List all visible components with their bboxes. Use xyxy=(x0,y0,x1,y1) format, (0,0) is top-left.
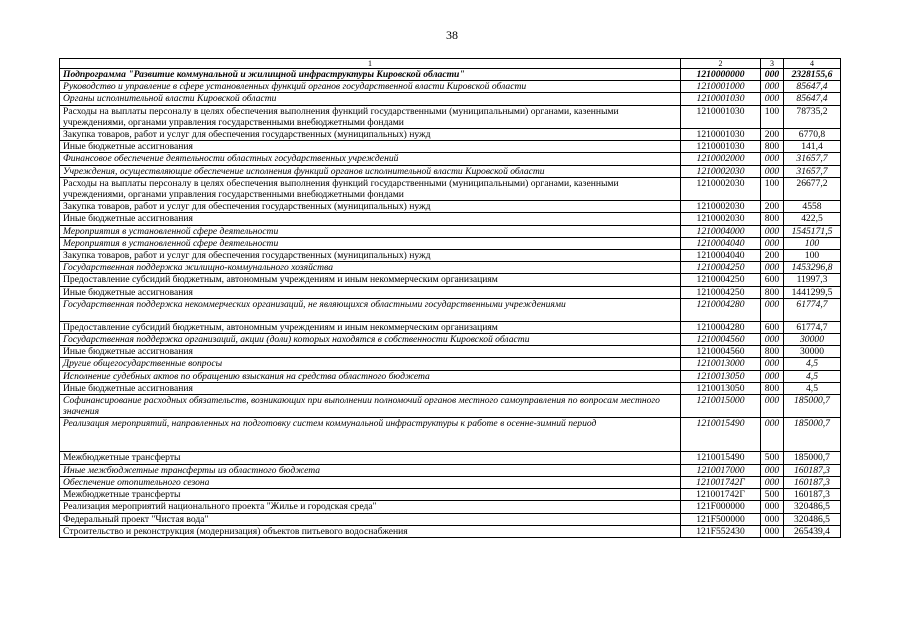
header-row xyxy=(60,59,841,69)
table-row xyxy=(60,358,841,370)
row-code: 1210001030 xyxy=(681,129,761,141)
row-code: 1210002030 xyxy=(681,213,761,225)
row-amount: 265439,4 xyxy=(784,525,841,537)
row-amount: 1545171,5 xyxy=(784,225,841,237)
row-amount: 320486,5 xyxy=(784,501,841,513)
row-kind: 800 xyxy=(761,346,784,358)
row-code: 1210015490 xyxy=(681,452,761,464)
row-kind: 000 xyxy=(761,358,784,370)
table-row xyxy=(60,177,841,200)
row-amount: 1441299,5 xyxy=(784,286,841,298)
row-name: Расходы на выплаты персоналу в целях обеспечения выполнения функций государственными (муниципальными) органами, казенными учреждениями, органами управления государственными внебюджетными фондами xyxy=(60,177,681,200)
row-amount: 160187,3 xyxy=(784,476,841,488)
table-row xyxy=(60,286,841,298)
table-row xyxy=(60,165,841,177)
row-code: 1210004040 xyxy=(681,237,761,249)
row-code: 1210004000 xyxy=(681,225,761,237)
row-code: 1210004250 xyxy=(681,262,761,274)
row-kind: 000 xyxy=(761,298,784,321)
row-name: Расходы на выплаты персоналу в целях обеспечения выполнения функций государственными (муниципальными) органами, казенными учреждениями, органами управления государственными внебюджетными фондами xyxy=(60,105,681,128)
row-amount: 30000 xyxy=(784,334,841,346)
table-row xyxy=(60,382,841,394)
row-amount: 2328155,6 xyxy=(784,69,841,81)
row-code: 1210004250 xyxy=(681,286,761,298)
row-amount: 30000 xyxy=(784,346,841,358)
row-code: 1210004280 xyxy=(681,321,761,333)
row-amount: 185000,7 xyxy=(784,418,841,452)
row-kind: 000 xyxy=(761,69,784,81)
row-kind: 600 xyxy=(761,321,784,333)
header-col-4: 4 xyxy=(784,59,841,69)
row-name: Софинансирование расходных обязательств, возникающих при выполнении полномочий органов местного самоуправления по вопросам местного значения xyxy=(60,395,681,418)
table-row xyxy=(60,93,841,105)
row-name: Иные бюджетные ассигнования xyxy=(60,286,681,298)
row-name: Межбюджетные трансферты xyxy=(60,489,681,501)
table-row xyxy=(60,464,841,476)
row-amount: 85647,4 xyxy=(784,93,841,105)
row-amount: 31657,7 xyxy=(784,153,841,165)
row-code: 121F500000 xyxy=(681,513,761,525)
row-amount: 11997,3 xyxy=(784,274,841,286)
row-code: 1210004280 xyxy=(681,298,761,321)
row-kind: 800 xyxy=(761,382,784,394)
row-kind: 000 xyxy=(761,525,784,537)
row-amount: 100 xyxy=(784,250,841,262)
row-kind: 100 xyxy=(761,105,784,128)
row-amount: 85647,4 xyxy=(784,81,841,93)
row-kind: 500 xyxy=(761,489,784,501)
row-code: 1210004250 xyxy=(681,274,761,286)
row-amount: 61774,7 xyxy=(784,321,841,333)
row-name: Другие общегосударственные вопросы xyxy=(60,358,681,370)
row-kind: 200 xyxy=(761,201,784,213)
row-name: Органы исполнительной власти Кировской области xyxy=(60,93,681,105)
row-name: Закупка товаров, работ и услуг для обеспечения государственных (муниципальных) нужд xyxy=(60,129,681,141)
row-amount: 4,5 xyxy=(784,358,841,370)
table-row xyxy=(60,395,841,418)
row-code: 1210013050 xyxy=(681,382,761,394)
table-row xyxy=(60,334,841,346)
table-row xyxy=(60,513,841,525)
row-kind: 200 xyxy=(761,250,784,262)
row-code: 121F552430 xyxy=(681,525,761,537)
row-name: Реализация мероприятий национального проекта "Жилье и городская среда" xyxy=(60,501,681,513)
table-row xyxy=(60,262,841,274)
row-amount: 320486,5 xyxy=(784,513,841,525)
table-row xyxy=(60,452,841,464)
row-name: Государственная поддержка некоммерческих организаций, не являющихся областными государственными учреждениями xyxy=(60,298,681,321)
table-row xyxy=(60,69,841,81)
row-amount: 185000,7 xyxy=(784,452,841,464)
row-amount: 31657,7 xyxy=(784,165,841,177)
row-kind: 000 xyxy=(761,165,784,177)
row-amount: 141,4 xyxy=(784,141,841,153)
row-name: Межбюджетные трансферты xyxy=(60,452,681,464)
table-row xyxy=(60,489,841,501)
row-name: Государственная поддержка жилищно-коммунального хозяйства xyxy=(60,262,681,274)
table-row xyxy=(60,105,841,128)
table-row xyxy=(60,81,841,93)
row-code: 1210002030 xyxy=(681,165,761,177)
row-name: Реализация мероприятий, направленных на подготовку систем коммунальной инфраструктуры к работе в осенне-зимний период xyxy=(60,418,681,452)
row-name: Иные бюджетные ассигнования xyxy=(60,141,681,153)
table-row xyxy=(60,213,841,225)
row-code: 1210001030 xyxy=(681,93,761,105)
row-code: 1210001030 xyxy=(681,105,761,128)
row-code: 1210001000 xyxy=(681,81,761,93)
header-col-3: 3 xyxy=(761,59,784,69)
row-kind: 000 xyxy=(761,464,784,476)
table-row xyxy=(60,370,841,382)
row-kind: 000 xyxy=(761,513,784,525)
row-kind: 200 xyxy=(761,129,784,141)
row-name: Закупка товаров, работ и услуг для обеспечения государственных (муниципальных) нужд xyxy=(60,201,681,213)
row-kind: 000 xyxy=(761,153,784,165)
row-name: Иные бюджетные ассигнования xyxy=(60,346,681,358)
row-code: 1210004560 xyxy=(681,346,761,358)
table-row xyxy=(60,129,841,141)
table-row xyxy=(60,476,841,488)
row-code: 121001742Г xyxy=(681,476,761,488)
row-code: 1210013050 xyxy=(681,370,761,382)
table-row xyxy=(60,250,841,262)
table-row xyxy=(60,201,841,213)
table-row xyxy=(60,153,841,165)
table-row xyxy=(60,274,841,286)
row-code: 1210004040 xyxy=(681,250,761,262)
row-kind: 100 xyxy=(761,177,784,200)
row-kind: 000 xyxy=(761,334,784,346)
table-row xyxy=(60,141,841,153)
row-kind: 800 xyxy=(761,286,784,298)
table-body xyxy=(60,69,841,538)
row-name: Предоставление субсидий бюджетным, автономным учреждениям и иным некоммерческим организациям xyxy=(60,274,681,286)
row-name: Закупка товаров, работ и услуг для обеспечения государственных (муниципальных) нужд xyxy=(60,250,681,262)
row-amount: 26677,2 xyxy=(784,177,841,200)
row-name: Обеспечение отопительного сезона xyxy=(60,476,681,488)
row-name: Государственная поддержка организаций, акции (доли) которых находятся в собственности Кировской области xyxy=(60,334,681,346)
table-row xyxy=(60,321,841,333)
row-name: Финансовое обеспечение деятельности областных государственных учреждений xyxy=(60,153,681,165)
table-row xyxy=(60,525,841,537)
row-code: 1210013000 xyxy=(681,358,761,370)
row-kind: 000 xyxy=(761,262,784,274)
row-name: Иные межбюджетные трансферты из областного бюджета xyxy=(60,464,681,476)
row-amount: 160187,3 xyxy=(784,464,841,476)
row-code: 1210015000 xyxy=(681,395,761,418)
row-name: Мероприятия в установленной сфере деятельности xyxy=(60,225,681,237)
row-code: 1210002030 xyxy=(681,177,761,200)
row-kind: 500 xyxy=(761,452,784,464)
table-row xyxy=(60,225,841,237)
row-kind: 800 xyxy=(761,213,784,225)
row-name: Подпрограмма "Развитие коммунальной и жилищной инфраструктуры Кировской области" xyxy=(60,69,681,81)
row-name: Предоставление субсидий бюджетным, автономным учреждениям и иным некоммерческим организациям xyxy=(60,321,681,333)
row-name: Мероприятия в установленной сфере деятельности xyxy=(60,237,681,249)
table-row xyxy=(60,346,841,358)
row-kind: 000 xyxy=(761,418,784,452)
row-kind: 000 xyxy=(761,395,784,418)
row-amount: 1453296,8 xyxy=(784,262,841,274)
row-code: 1210002030 xyxy=(681,201,761,213)
row-amount: 185000,7 xyxy=(784,395,841,418)
row-amount: 78735,2 xyxy=(784,105,841,128)
row-amount: 61774,7 xyxy=(784,298,841,321)
header-col-1: 1 xyxy=(60,59,681,69)
row-kind: 000 xyxy=(761,225,784,237)
row-kind: 000 xyxy=(761,370,784,382)
row-code: 1210000000 xyxy=(681,69,761,81)
row-code: 121001742Г xyxy=(681,489,761,501)
table-row xyxy=(60,298,841,321)
budget-table xyxy=(59,58,841,538)
row-name: Строительство и реконструкция (модернизация) объектов питьевого водоснабжения xyxy=(60,525,681,537)
row-kind: 800 xyxy=(761,141,784,153)
header-col-2: 2 xyxy=(681,59,761,69)
row-code: 1210002000 xyxy=(681,153,761,165)
row-amount: 6770,8 xyxy=(784,129,841,141)
row-kind: 000 xyxy=(761,501,784,513)
row-amount: 4,5 xyxy=(784,382,841,394)
row-name: Федеральный проект "Чистая вода" xyxy=(60,513,681,525)
row-name: Исполнение судебных актов по обращению взыскания на средства областного бюджета xyxy=(60,370,681,382)
row-name: Руководство и управление в сфере установленных функций органов государственной власти Кировской области xyxy=(60,81,681,93)
row-code: 1210001030 xyxy=(681,141,761,153)
table-row xyxy=(60,418,841,452)
row-name: Иные бюджетные ассигнования xyxy=(60,213,681,225)
row-name: Иные бюджетные ассигнования xyxy=(60,382,681,394)
row-kind: 600 xyxy=(761,274,784,286)
row-amount: 100 xyxy=(784,237,841,249)
row-amount: 4,5 xyxy=(784,370,841,382)
row-kind: 000 xyxy=(761,81,784,93)
table-row xyxy=(60,501,841,513)
row-amount: 4558 xyxy=(784,201,841,213)
row-kind: 000 xyxy=(761,237,784,249)
row-amount: 160187,3 xyxy=(784,489,841,501)
page-number: 38 xyxy=(446,28,458,42)
row-kind: 000 xyxy=(761,93,784,105)
row-code: 1210004560 xyxy=(681,334,761,346)
row-code: 1210017000 xyxy=(681,464,761,476)
row-code: 1210015490 xyxy=(681,418,761,452)
row-kind: 000 xyxy=(761,476,784,488)
row-amount: 422,5 xyxy=(784,213,841,225)
row-name: Учреждения, осуществляющие обеспечение исполнения функций органов исполнительной власти Кировской области xyxy=(60,165,681,177)
table-row xyxy=(60,237,841,249)
row-code: 121F000000 xyxy=(681,501,761,513)
